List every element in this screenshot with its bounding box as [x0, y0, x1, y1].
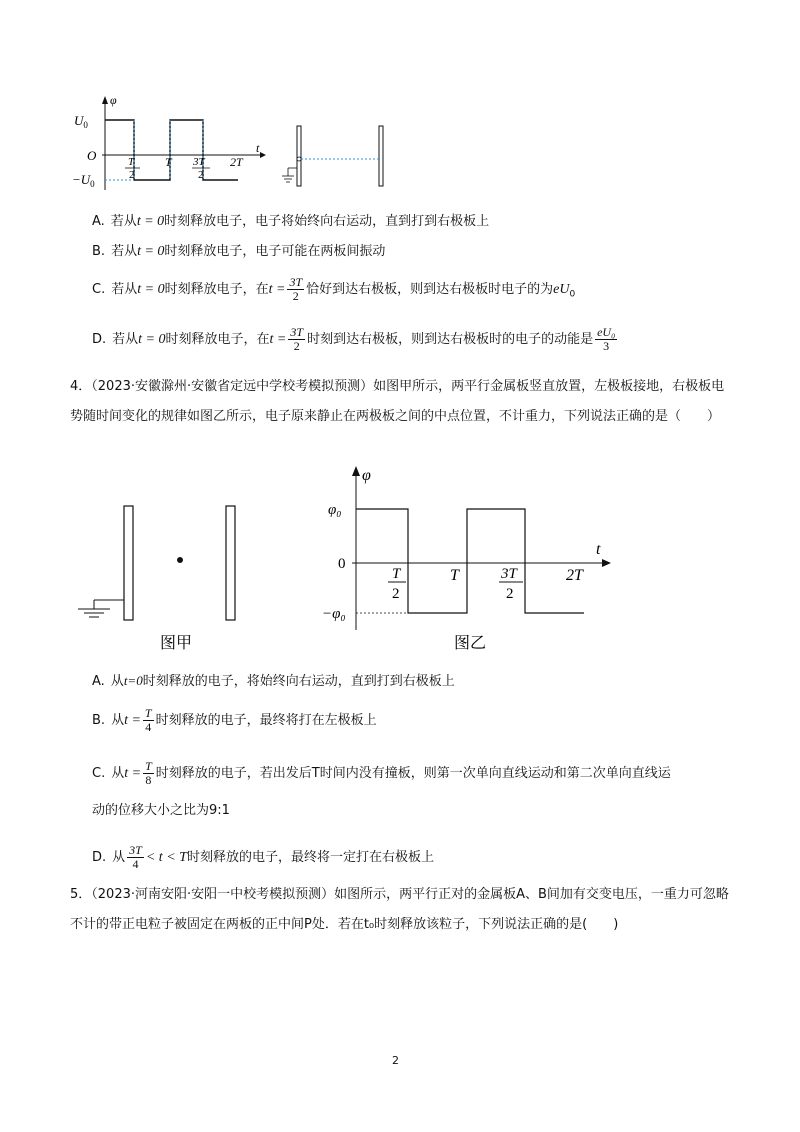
svg-text:U0: $U_0$	[74, 113, 88, 130]
q3-3half-T-num: 3T	[193, 156, 205, 168]
q4-3half-T-num: 3T	[501, 566, 517, 582]
q4-neg-phi0-label: −φ₀	[322, 606, 346, 622]
q4-t-label: t	[596, 541, 601, 558]
q4-d-fraction: $\frac{3T}{4}$	[129, 843, 142, 871]
q3-3half-T-den: 2	[198, 169, 204, 181]
q3-half-T-den: 2	[129, 169, 135, 181]
q3-phi-axis-arrow	[102, 96, 108, 104]
q4-stem: 4．（2023·安徽滁州·安徽省定远中学校考模拟预测）如图甲所示，两平行金属板竖直放置，左极板接地，右极板电势随时间变化的规律如图乙所示，电子原来静止在两极板之间的中点位置，不计重力，下列说法正确的是（ ）	[70, 379, 725, 424]
q3-T-label: T	[165, 155, 172, 169]
q3-electron	[297, 157, 301, 161]
q4-square-wave	[356, 509, 584, 613]
q3-a-condition: t = 0	[136, 214, 165, 229]
q3-half-T-num: T	[128, 156, 135, 168]
q3-option-d[interactable]: D. 若从t = 0时刻释放电子，在t = $\frac{3T}{2}$ 时刻到达右极板，则到达右极板时的电子的动能是 $\frac{\text{eU₀}}{3}$	[92, 325, 616, 353]
q5-stem: 5．（2023·河南安阳·安阳一中校考模拟预测）如图所示，两平行正对的金属板A、B间加有交变电压，一重力可忽略不计的带正电粒子被固定在两板的正中间P处．若在t₀时刻释放该粒子，下列说法正确的是( )	[70, 887, 729, 932]
q3-d-fraction: $\frac{3T}{2}$	[290, 325, 304, 353]
q4-figure-yi	[322, 462, 622, 662]
q4-option-d[interactable]: D. 从 $\frac{3T}{4}$ < t < T时刻释放的电子，最终将一定打在右极板上	[92, 843, 434, 871]
q4-right-plate	[226, 506, 235, 620]
q3-potential-graph	[70, 90, 270, 200]
q3-d-energy-fraction: $\frac{\text{eU₀}}{3}$	[597, 325, 616, 353]
q4-phi0-label: φ₀	[328, 502, 342, 518]
q3-t-label: t	[256, 141, 260, 155]
q4-half-T-num: T	[392, 566, 401, 582]
q3-option-c[interactable]: C. 若从t = 0时刻释放电子，在t = $\frac{3T}{2}$ 恰好到达右极板，则到达右极板时电子的为$eU_0$	[92, 275, 576, 303]
q4-3half-T-den: 2	[506, 586, 514, 602]
q3-option-a[interactable]: A. 若从t = 0时刻释放电子，电子将始终向右运动，直到打到右极板上	[92, 214, 490, 229]
q4-zero-label: 0	[338, 556, 346, 572]
q4-b-fraction: $\frac{T}{4}$	[144, 706, 152, 734]
page-number: 2	[392, 1054, 399, 1067]
q4-option-c[interactable]: C. 从t = $\frac{T}{8}$ 时刻释放的电子，若出发后T时间内没有撞板，则第一次单向直线运动和第二次单向直线运	[92, 759, 671, 787]
q3-phi-label: φ	[110, 93, 117, 107]
q4-caption-yi: 图乙	[454, 635, 487, 652]
q4-phi-label: φ	[362, 467, 371, 484]
q4-a-condition: t=0	[123, 673, 143, 688]
q4-t-axis-arrow	[602, 559, 611, 567]
q4-c-fraction: $\frac{T}{8}$	[145, 759, 152, 787]
svg-text:−U0: $-U_0$	[72, 172, 95, 189]
q3-right-plate	[379, 126, 383, 186]
q3-2T-label: 2T	[230, 155, 243, 169]
q4-option-c-line2: 动的位移大小之比为9:1	[92, 803, 230, 818]
q3-origin-label: O	[87, 148, 97, 163]
q4-option-b[interactable]: B. 从t = $\frac{T}{4}$ 时刻释放的电子，最终将打在左极板上	[92, 706, 377, 734]
q4-2T-label: 2T	[566, 567, 583, 584]
q3-plates-figure	[280, 122, 390, 190]
q3-square-wave	[105, 120, 238, 180]
q4-phi-axis-arrow	[352, 466, 360, 476]
q4-half-T-den: 2	[392, 586, 400, 602]
q3-b-condition: t = 0	[137, 244, 165, 259]
q3-t-axis-arrow	[260, 152, 266, 158]
q4-figure-jia	[72, 498, 252, 658]
q3-left-plate	[297, 126, 301, 186]
q4-electron	[177, 557, 183, 563]
q3-c-fraction: $\frac{3T}{2}$	[289, 275, 303, 303]
q4-left-plate	[124, 506, 133, 620]
q4-option-a[interactable]: A. 从t=0时刻释放的电子，将始终向右运动，直到打到右极板上	[92, 673, 455, 689]
q4-caption-jia: 图甲	[160, 635, 193, 652]
q3-option-b[interactable]: B. 若从t = 0时刻释放电子，电子可能在两板间振动	[92, 244, 386, 259]
q3-neg-u0-label: −U	[72, 172, 91, 187]
q4-T-label: T	[450, 567, 459, 584]
q3-u0-label: U	[74, 113, 84, 128]
